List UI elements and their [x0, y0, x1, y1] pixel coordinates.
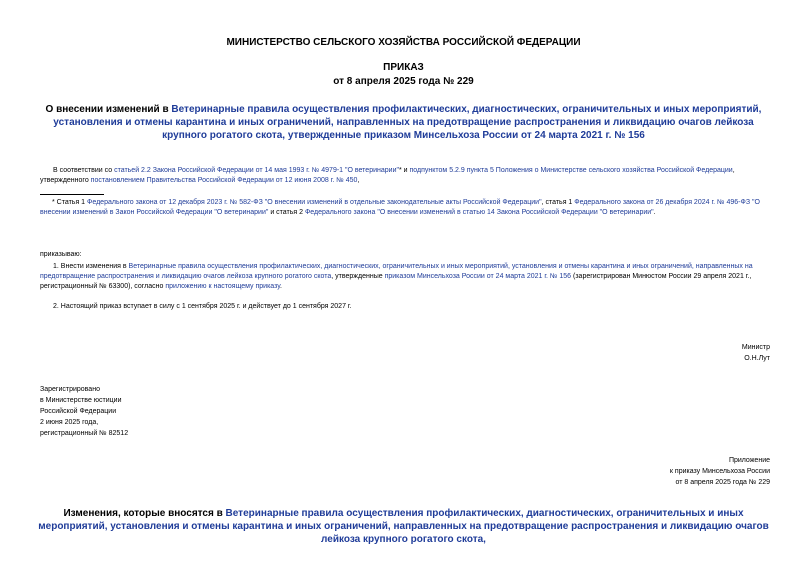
item1-text-3: (зарегистрирован Минюстом России 29 апреля 2021 г., регистрационный № 63300), согласно: [40, 273, 752, 290]
orders-word: приказываю:: [40, 251, 82, 258]
footnote-text-4: .: [653, 209, 656, 216]
federal-law-496-link[interactable]: Федерального закона от 26 декабря 2024 г. № 496-ФЗ "О внесении изменений в Закон Российской Федерации "О ветеринарии": [40, 199, 760, 216]
ministry-heading: МИНИСТЕРСТВО СЕЛЬСКОГО ХОЗЯЙСТВА РОССИЙСКОЙ ФЕДЕРАЦИИ: [226, 37, 581, 48]
signature-block: [742, 342, 770, 364]
government-decree-link[interactable]: постановлением Правительства Российской Федерации от 12 июня 2008 г. № 450: [90, 177, 358, 184]
document-title: [30, 103, 777, 142]
appendix-header: [670, 455, 770, 488]
preamble-text-1: В соответствии со: [53, 167, 115, 174]
order-item-1: [40, 262, 770, 292]
changes-title-rules-link[interactable]: Ветеринарные правила осуществления профилактических, диагностических, ограничительных и иных мероприятий, установления и отмены карантина и иных ограничений, направленных на предотвращение распространения и ликвидацию очагов лейкоза крупного рогатого скота,: [38, 508, 769, 545]
preamble-text-4: ,: [357, 177, 360, 184]
appendix-line: от 8 апреля 2025 года № 229: [675, 479, 770, 486]
signature-name: О.Н.Лут: [744, 355, 770, 362]
law-article-link[interactable]: статьей 2.2 Закона Российской Федерации от 14 мая 1993 г. № 4979-1 "О ветеринарии": [114, 167, 399, 174]
order-item-2: 2. Настоящий приказ вступает в силу с 1 сентября 2025 г. и действует до 1 сентября 2027 г.: [53, 303, 352, 310]
federal-law-582-link[interactable]: Федерального закона от 12 декабря 2023 г. № 582-ФЗ "О внесении изменений в отдельные законодательные акты Российской Федерации": [87, 199, 542, 206]
footnote: [40, 198, 770, 218]
appendix-line: Приложение: [728, 457, 770, 464]
item1-text-2: , утвержденные: [331, 273, 385, 280]
signature-position: Министр: [741, 344, 770, 351]
document-type: ПРИКАЗ: [383, 62, 424, 73]
registration-block: [40, 384, 128, 439]
item1-order-link[interactable]: приказом Минсельхоза России от 24 марта 2021 г. № 156: [384, 273, 572, 280]
registration-line: Зарегистрировано: [40, 386, 100, 393]
item1-text-4: .: [280, 283, 282, 290]
registration-line: в Министерстве юстиции: [40, 397, 122, 404]
registration-line: 2 июня 2025 года,: [40, 419, 99, 426]
item1-rules-link[interactable]: Ветеринарные правила осуществления профилактических, диагностических, ограничительных и иных мероприятий, установления и отмены карантина и иных ограничений, направленных на предотвращение распространения и ликвидацию очагов лейкоза крупного рогатого скота: [40, 263, 753, 280]
footnote-text-1: * Статья 1: [52, 199, 88, 206]
footnote-text-2: , статья 1: [541, 199, 575, 206]
federal-law-article-14-link[interactable]: Федерального закона "О внесении изменений в статью 14 Закона Российской Федерации "О ветеринарии": [304, 209, 654, 216]
preamble-text-3: , утвержденного: [40, 167, 735, 184]
preamble-text-2: * и: [398, 167, 410, 174]
registration-line: регистрационный № 82512: [40, 430, 129, 437]
title-prefix: О внесении изменений в: [45, 104, 172, 115]
changes-title: [30, 507, 777, 546]
footnote-text-3: и статья 2: [268, 209, 305, 216]
item1-text-1: 1. Внести изменения в: [53, 263, 129, 270]
document-date-number: от 8 апреля 2025 года № 229: [333, 76, 474, 87]
changes-title-prefix: Изменения, которые вносятся в: [63, 508, 226, 519]
appendix-line: к приказу Минсельхоза России: [669, 468, 770, 475]
footnote-divider: [40, 194, 104, 195]
registration-line: Российской Федерации: [40, 408, 117, 415]
regulation-subpoint-link[interactable]: подпунктом 5.2.9 пункта 5 Положения о Министерстве сельского хозяйства Российской Федерации: [409, 167, 733, 174]
title-rules-link[interactable]: Ветеринарные правила осуществления профилактических, диагностических, ограничительных и иных мероприятий, установления и отмены карантина и иных ограничений, направленных на предотвращение распространения и ликвидацию очагов лейкоза крупного рогатого скота, утвержденные приказом Минсельхоза России от 24 марта 2021 г. № 156: [53, 104, 762, 141]
preamble-paragraph: [40, 166, 770, 186]
item1-appendix-link[interactable]: приложению к настоящему приказу: [165, 283, 281, 290]
